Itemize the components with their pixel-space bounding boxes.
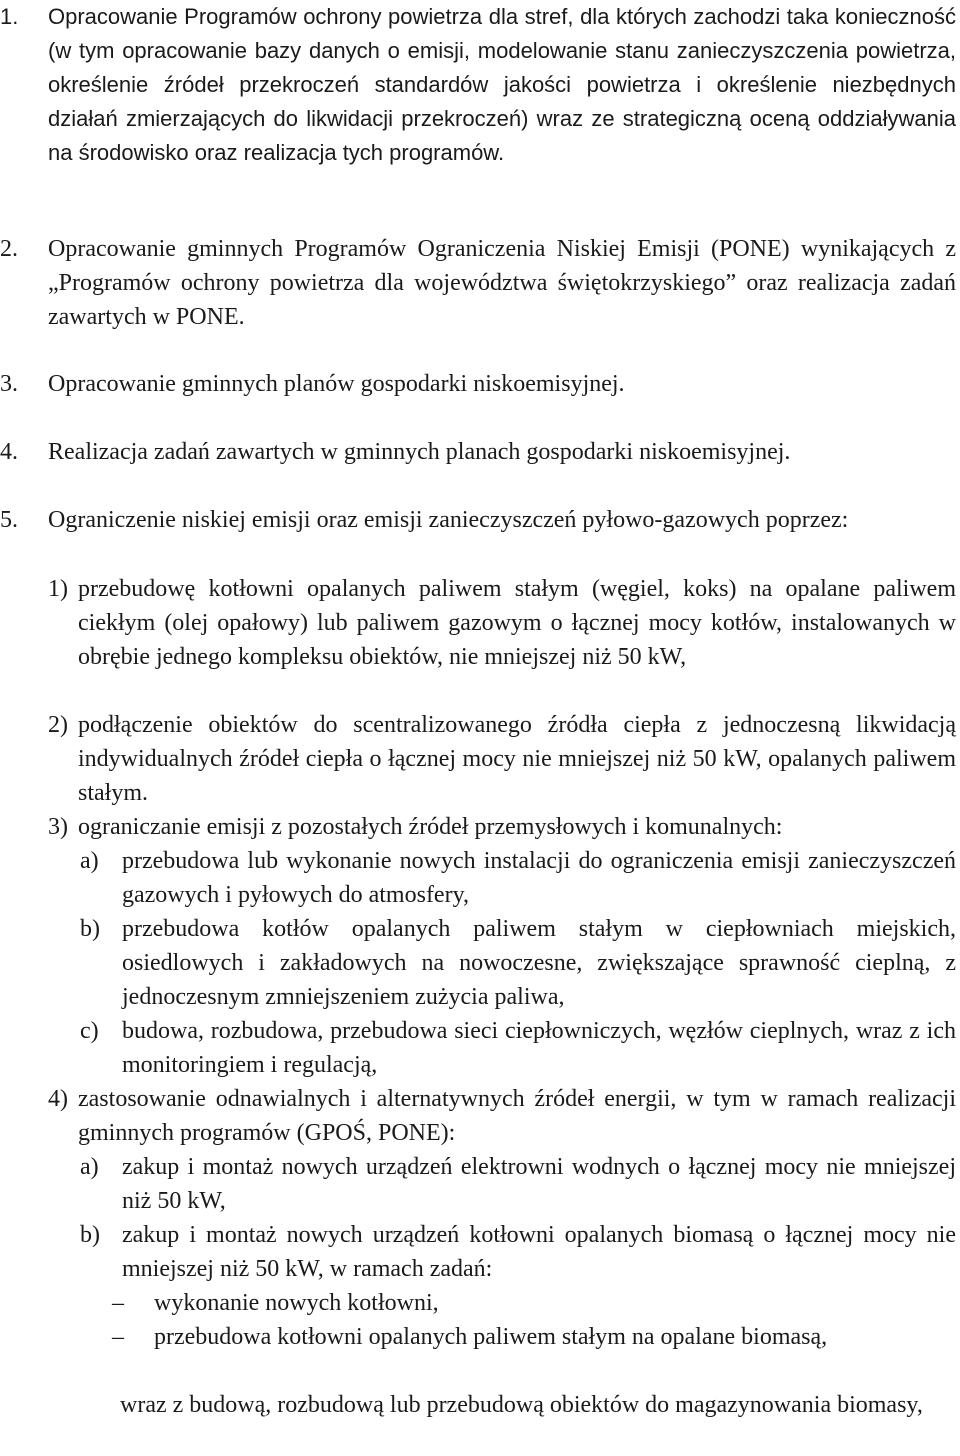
dash-marker: – xyxy=(112,1324,124,1350)
sub-item-1 xyxy=(48,572,956,674)
item-number: 3. xyxy=(0,371,18,397)
item-number: 1. xyxy=(0,4,19,29)
sub-item-text: przebudowa lub wykonanie nowych instalacji do ograniczenia emisji zanieczyszczeń gazowych i pyłowych do atmosfery, xyxy=(122,848,956,908)
sub-item-number: 2) xyxy=(48,712,68,738)
list-item-5 xyxy=(0,503,956,537)
sub-item-4a xyxy=(80,1150,956,1218)
dash-item-1 xyxy=(112,1286,956,1320)
closing-paragraph: wraz z budową, rozbudową lub przebudową obiektów do magazynowania biomasy, xyxy=(120,1392,923,1418)
sub-item-text: zakup i montaż nowych urządzeń kotłowni opalanych biomasą o łącznej mocy nie mniejszej niż 50 kW, w ramach zadań: xyxy=(122,1222,956,1282)
sub-item-letter: b) xyxy=(80,1222,100,1248)
item-text: Opracowanie gminnych Programów Ograniczenia Niskiej Emisji (PONE) wynikających z „Programów ochrony powietrza dla województwa świętokrzyskiego” oraz realizacja zadań zawartych w PONE. xyxy=(48,236,956,330)
item-number: 4. xyxy=(0,439,18,465)
sub-item-number: 3) xyxy=(48,814,68,840)
sub-item-text: przebudowę kotłowni opalanych paliwem stałym (węgiel, koks) na opalane paliwem ciekłym (olej opałowy) lub paliwem gazowym o łącznej mocy kotłów, instalowanych w obrębie jednego kompleksu obiektów, nie mniejszej niż 50 kW, xyxy=(78,576,956,670)
sub-item-text: podłączenie obiektów do scentralizowanego źródła ciepła z jednoczesną likwidacją indywidualnych źródeł ciepła o łącznej mocy nie mniejszej niż 50 kW, opalanych paliwem stałym. xyxy=(78,712,956,806)
sub-item-letter: a) xyxy=(80,848,99,874)
item-number: 2. xyxy=(0,236,18,262)
sub-item-4 xyxy=(48,1082,956,1150)
sub-item-number: 4) xyxy=(48,1086,68,1112)
sub-item-4b xyxy=(80,1218,956,1286)
dash-marker: – xyxy=(112,1290,124,1316)
sub-item-text: ograniczanie emisji z pozostałych źródeł przemysłowych i komunalnych: xyxy=(78,814,783,840)
item-text: Realizacja zadań zawartych w gminnych planach gospodarki niskoemisyjnej. xyxy=(48,439,791,465)
item-text: Opracowanie gminnych planów gospodarki niskoemisyjnej. xyxy=(48,371,625,397)
list-item-3 xyxy=(0,367,956,401)
sub-item-text: przebudowa kotłów opalanych paliwem stałym w ciepłowniach miejskich, osiedlowych i zakładowych na nowoczesne, zwiększające sprawność cieplną, z jednoczesnym zmniejszeniem zużycia paliwa, xyxy=(122,916,956,1010)
sub-item-2 xyxy=(48,708,956,810)
sub-item-number: 1) xyxy=(48,576,68,602)
item-text: Opracowanie Programów ochrony powietrza dla stref, dla których zachodzi taka konieczność (w tym opracowanie bazy danych o emisji, modelowanie stanu zanieczyszczenia powietrza, określenie źródeł przekroczeń standardów jakości powietrza i określenie niezbędnych działań zmierzających do likwidacji przekroczeń) wraz ze strategiczną oceną oddziaływania na środowisko oraz realizacja tych programów. xyxy=(48,4,956,165)
sub-item-3b xyxy=(80,912,956,1014)
list-item-1 xyxy=(0,0,956,170)
sub-item-text: zastosowanie odnawialnych i alternatywnych źródeł energii, w tym w ramach realizacji gminnych programów (GPOŚ, PONE): xyxy=(78,1086,956,1146)
dash-item-text: przebudowa kotłowni opalanych paliwem stałym na opalane biomasą, xyxy=(154,1324,828,1350)
sub-item-text: budowa, rozbudowa, przebudowa sieci ciepłowniczych, węzłów cieplnych, wraz z ich monitoringiem i regulacją, xyxy=(122,1018,956,1078)
list-item-2 xyxy=(0,232,956,334)
item-text: Ograniczenie niskiej emisji oraz emisji zanieczyszczeń pyłowo-gazowych poprzez: xyxy=(48,507,849,533)
sub-item-letter: b) xyxy=(80,916,100,942)
sub-item-3 xyxy=(48,810,956,844)
sub-item-3a xyxy=(80,844,956,912)
dash-item-text: wykonanie nowych kotłowni, xyxy=(154,1290,439,1316)
dash-item-2 xyxy=(112,1320,956,1354)
sub-item-3c xyxy=(80,1014,956,1082)
sub-item-letter: a) xyxy=(80,1154,99,1180)
list-item-4 xyxy=(0,435,956,469)
item-number: 5. xyxy=(0,507,18,533)
sub-item-letter: c) xyxy=(80,1018,99,1044)
sub-item-text: zakup i montaż nowych urządzeń elektrowni wodnych o łącznej mocy nie mniejszej niż 50 kW, xyxy=(122,1154,956,1214)
